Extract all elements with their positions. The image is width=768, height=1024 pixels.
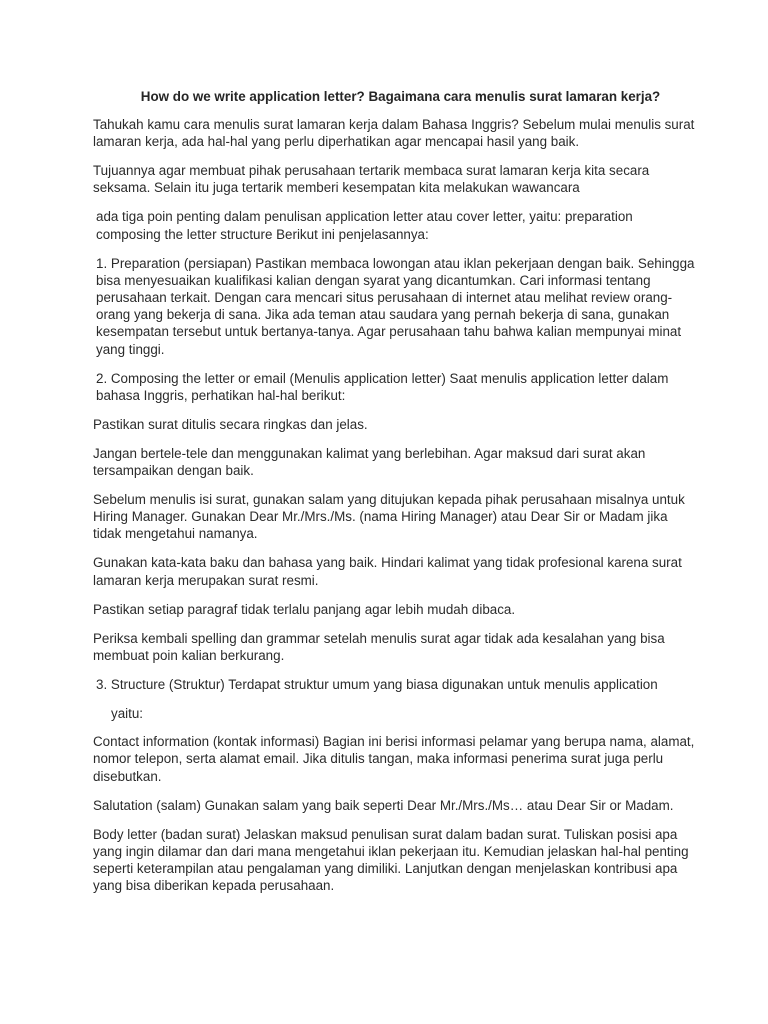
paragraph-greeting: Sebelum menulis isi surat, gunakan salam yang ditujukan kepada pihak perusahaan misalnya untuk Hiring Manager. Gunakan Dear Mr./Mrs./Ms. (nama Hiring Manager) atau Dear Sir or Madam jika tidak mengetahui namanya.: [93, 492, 685, 542]
paragraph-proofread: Periksa kembali spelling dan grammar setelah menulis surat agar tidak ada kesalahan yang bisa membuat poin kalian berkurang.: [93, 630, 665, 663]
paragraph-preparation: 1. Preparation (persiapan) Pastikan membaca lowongan atau iklan pekerjaan dengan baik. Sehingga bisa menyesuaikan kualifikasi kalian dengan syarat yang dicantumkan. Cari informasi tentang perusahaan terkait. Dengan cara mencari situs perusahaan di internet atau melihat review orang-orang yang bekerja di sana. Jika ada teman atau saudara yang pernah bekerja di sana, gunakan kesempatan tersebut untuk bertanya-tanya. Agar perusahaan tahu bahwa kalian mempunyai minat yang tinggi.: [96, 255, 695, 357]
paragraph-composing: 2. Composing the letter or email (Menulis application letter) Saat menulis application letter dalam bahasa Inggris, perhatikan hal-hal berikut:: [96, 370, 669, 403]
paragraph-purpose: Tujuannya agar membuat pihak perusahaan tertarik membaca surat lamaran kerja kita secara seksama. Selain itu juga tertarik memberi kesempatan kita melakukan wawancara: [93, 163, 650, 196]
paragraph-contact-information: Contact information (kontak informasi) Bagian ini berisi informasi pelamar yang berupa nama, alamat, nomor telepon, serta alamat email. Jika ditulis tangan, maka informasi penerima surat juga perlu disebutkan.: [93, 734, 695, 784]
paragraph-salutation: Salutation (salam) Gunakan salam yang baik seperti Dear Mr./Mrs./Ms… atau Dear Sir or Madam.: [93, 797, 674, 813]
paragraph-yaitu: yaitu:: [111, 705, 144, 721]
paragraph-concise: Pastikan surat ditulis secara ringkas dan jelas.: [93, 416, 368, 432]
paragraph-intro: Tahukah kamu cara menulis surat lamaran kerja dalam Bahasa Inggris? Sebelum mulai menulis surat lamaran kerja, ada hal-hal yang perlu diperhatikan agar mencapai hasil yang baik.: [93, 117, 695, 150]
paragraph-no-rambling: Jangan bertele-tele dan menggunakan kalimat yang berlebihan. Agar maksud dari surat akan tersampaikan dengan baik.: [93, 445, 646, 479]
paragraph-formal-language: Gunakan kata-kata baku dan bahasa yang baik. Hindari kalimat yang tidak profesional karena surat lamaran kerja merupakan surat resmi.: [93, 555, 682, 588]
paragraph-three-points: ada tiga poin penting dalam penulisan application letter atau cover letter, yaitu: preparation composing the letter structure Berikut ini penjelasannya:: [96, 209, 633, 242]
paragraph-structure: 3. Structure (Struktur) Terdapat struktur umum yang biasa digunakan untuk menulis application: [96, 676, 658, 692]
paragraph-short-paragraphs: Pastikan setiap paragraf tidak terlalu panjang agar lebih mudah dibaca.: [93, 601, 516, 617]
document-title: How do we write application letter? Bagaimana cara menulis surat lamaran kerja?: [140, 89, 661, 104]
paragraph-body-letter: Body letter (badan surat) Jelaskan maksud penulisan surat dalam badan surat. Tuliskan posisi apa yang ingin dilamar dan dari mana mengetahui iklan pekerjaan itu. Kemudian jelaskan hal-hal penting seperti keterampilan atau pengalaman yang dimiliki. Lanjutkan dengan menjelaskan kontribusi apa yang bisa diberikan kepada perusahaan.: [93, 826, 689, 894]
